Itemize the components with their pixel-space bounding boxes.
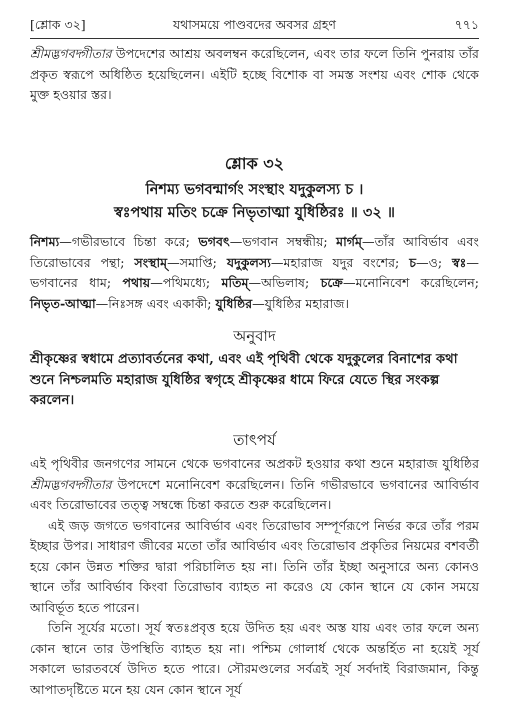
purport-body bbox=[30, 454, 479, 700]
page-header bbox=[30, 14, 479, 36]
synonym-item: চ—ও; bbox=[409, 254, 453, 270]
intro-text: উপদেশের আশ্রয় অবলম্বন করেছিলেন, এবং তার ফলে তিনি পুনরায় তাঁর প্রকৃত স্বরূপে অধিষ্ঠিত হয়েছিলেন। এইটি হচ্ছে বিশোক বা সমস্ত সংশয় এবং শোক থেকে মুক্ত হওয়ার স্তর। bbox=[30, 46, 479, 102]
translation-heading: অনুবাদ bbox=[233, 327, 276, 345]
verse-text bbox=[30, 178, 479, 224]
header-verse-ref: [শ্লোক ৩২] bbox=[30, 17, 86, 32]
page-number: ৭৭১ bbox=[454, 17, 479, 32]
intro-paragraph bbox=[30, 44, 479, 106]
verse-line-2: স্বঃপথায় মতিং চক্রে নিভৃতাত্মা যুধিষ্ঠিরঃ ॥ ৩২ ॥ bbox=[113, 204, 396, 221]
synonyms-paragraph bbox=[30, 232, 479, 314]
synonym-item: পথায়—পথিমধ্যে; bbox=[122, 275, 222, 290]
synonym-item: নিশম্য—গভীরভাবে চিন্তা করে; bbox=[30, 234, 199, 249]
purport-paragraph-1: এই পৃথিবীর জনগণের সামনে থেকে ভগবানের অপ্রকট হওয়ার কথা শুনে মহারাজ যুধিষ্ঠির শ্রীমদ্ভগবদ্গীতার উপদেশে মনোনিবেশ করেছিলেন। তিনি গভীরভাবে ভগবানের আবির্ভাব এবং তিরোভাবের তত্ত্ব সম্বন্ধে চিন্তা করতে শুরু করেছিলেন। bbox=[30, 456, 479, 512]
synonym-item: যুধিষ্ঠির—যুধিষ্ঠির মহারাজ। bbox=[215, 295, 350, 311]
synonym-item: চক্রে—মনোনিবেশ করেছিলেন; bbox=[320, 275, 480, 290]
header-chapter-title: যথাসময়ে পাণ্ডবদের অবসর গ্রহণ bbox=[173, 17, 336, 32]
purport-paragraph-3: তিনি সূর্যের মতো। সূর্য স্বতঃপ্রবৃত্ত হয়ে উদিত হয় এবং অস্ত যায় এবং তার ফলে অন্য কোন স্থানে তার উপস্থিতি ব্যাহত হয় না। পশ্চিম গোলার্ধ থেকে অন্তর্হিত না হয়েই সূর্য সকালে ভারতবর্ষে উদিত হতে পারে। সৌরমণ্ডলের সর্বত্রই সূর্য সর্বদাই বিরাজমান, কিন্তু আপাতদৃষ্টিতে মনে হয় যেন কোন স্থানে সূর্য bbox=[30, 620, 479, 697]
verse-line-1: নিশম্য ভগবন্মার্গং সংস্থাং যদুকুলস্য চ । bbox=[145, 181, 364, 198]
synonym-item: ভগবৎ—ভগবান সম্বন্ধীয়; bbox=[198, 234, 337, 249]
purport-paragraph-2: এই জড় জগতে ভগবানের আবির্ভাব এবং তিরোভাব সম্পূর্ণরূপে নির্ভর করে তাঁর পরম ইচ্ছার উপর। সাধারণ জীবের মতো তাঁর আবির্ভাব এবং তিরোভাব প্রকৃতির নিয়মের বশবর্তী হয়ে কোন উন্নত শক্তির দ্বারা পরিচালিত হয় না। তিনি তাঁর ইচ্ছা অনুসারে অন্য কোনও স্থানে তাঁর আবির্ভাব কিংবা তিরোভাব ব্যাহত না করেও যে কোন স্থানে যে কোন সময়ে আবির্ভূত হতে পারেন। bbox=[30, 517, 479, 615]
purport-book-title: শ্রীমদ্ভগবদ্গীতার bbox=[30, 476, 112, 492]
intro-book-title: শ্রীমদ্ভগবদ্গীতার bbox=[30, 46, 112, 61]
translation-text: শ্রীকৃষ্ণের স্বধামে প্রত্যাবর্তনের কথা, এবং এই পৃথিবী থেকে যদুকুলের বিনাশের কথা শুনে নিশ্চলমতি মহারাজ যুধিষ্ঠির স্বগৃহে শ্রীকৃষ্ণের ধামে ফিরে যেতে স্থির সংকল্প করলেন। bbox=[30, 352, 458, 408]
verse-heading: শ্লোক ৩২ bbox=[224, 154, 285, 173]
synonym-item: সংস্থাম্—সমাপ্তি; bbox=[134, 254, 227, 270]
synonym-item: মতিম্—অভিলাষ; bbox=[221, 275, 321, 290]
header-rule bbox=[30, 38, 479, 39]
synonym-item: মার্গম্—তাঁর আবির্ভাব এবং তিরোভাবের পন্থা; bbox=[30, 234, 479, 270]
purport-heading: তাৎপর্য bbox=[233, 431, 276, 449]
synonym-item: যদুকুলস্য—মহারাজ যদুর বংশের; bbox=[226, 254, 410, 270]
synonym-item: নিভৃত-আত্মা—নিঃসঙ্গ এবং একাকী; bbox=[30, 295, 216, 311]
synonym-item: স্বঃ—ভগবানের ধাম; bbox=[30, 254, 479, 290]
